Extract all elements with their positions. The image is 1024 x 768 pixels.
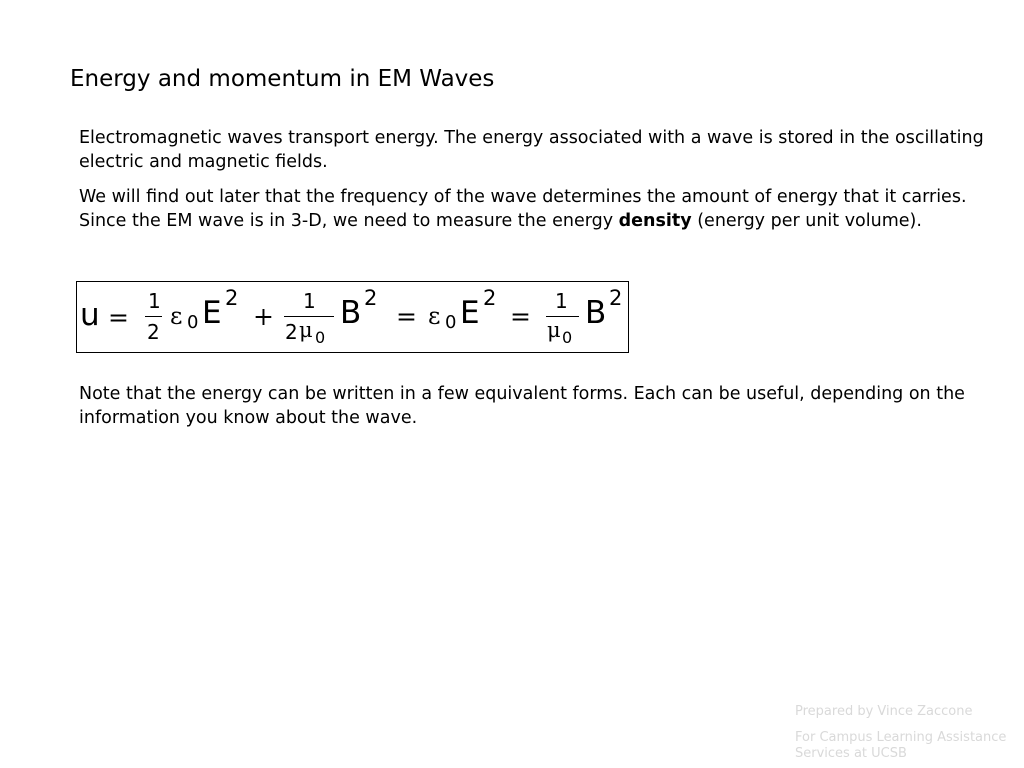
paragraph-equivalent-forms: Note that the energy can be written in a few equivalent forms. Each can be useful, depending on the information you know about the wave. [79,384,965,428]
energy-density-equation [76,281,629,353]
footer-prepared-by: Prepared by Vince Zaccone [795,704,973,719]
eq-frac1-bar [145,316,162,317]
eq-plus: + [253,302,274,331]
eq-mu-2: μ [547,318,561,342]
density-emphasis: density [618,211,692,231]
eq-frac1-denominator: 2 [147,320,160,344]
eq-mu-sub-1: 0 [315,328,326,347]
eq-u: u [80,297,100,333]
paragraph-energy-density [79,185,989,233]
eq-B-2: B [585,295,607,331]
eq-frac2-bar [284,316,334,317]
eq-frac2-den-coeff: 2 [285,320,298,344]
eq-frac3-numerator: 1 [555,289,568,313]
eq-B-sup-2: 2 [609,286,623,310]
paragraph-energy-density-text: We will find out later that the frequency of the wave determines the amount of energy that it carries. Since the EM wave is in 3-D, we need to measure the energy [79,187,967,231]
eq-B-sup-1: 2 [364,286,378,310]
eq-equals-1: = [108,303,129,332]
eq-equals-3: = [510,302,531,331]
eq-E-sup-1: 2 [225,286,239,310]
eq-epsilon-sub-2: 0 [445,312,457,333]
eq-frac1-numerator: 1 [148,289,161,313]
eq-equals-2: = [396,302,417,331]
slide-title: Energy and momentum in EM Waves [70,66,495,92]
paragraph-energy-transport: Electromagnetic waves transport energy. The energy associated with a wave is stored in the oscillating electric and magnetic fields. [79,128,984,172]
eq-frac2-numerator: 1 [303,289,316,313]
eq-B-1: B [340,295,362,331]
eq-E-2: E [460,295,480,331]
eq-frac3-bar [546,316,579,317]
eq-E-sup-2: 2 [483,286,497,310]
eq-epsilon-1: ε [170,302,183,330]
eq-epsilon-sub-1: 0 [187,312,199,333]
eq-epsilon-2: ε [428,302,441,330]
eq-mu-sub-2: 0 [562,328,573,347]
paragraph-energy-density-tail: (energy per unit volume). [691,211,922,231]
eq-mu-1: μ [299,318,313,342]
footer-organization: For Campus Learning Assistance Services at UCSB [795,730,1007,761]
eq-E-1: E [202,295,222,331]
